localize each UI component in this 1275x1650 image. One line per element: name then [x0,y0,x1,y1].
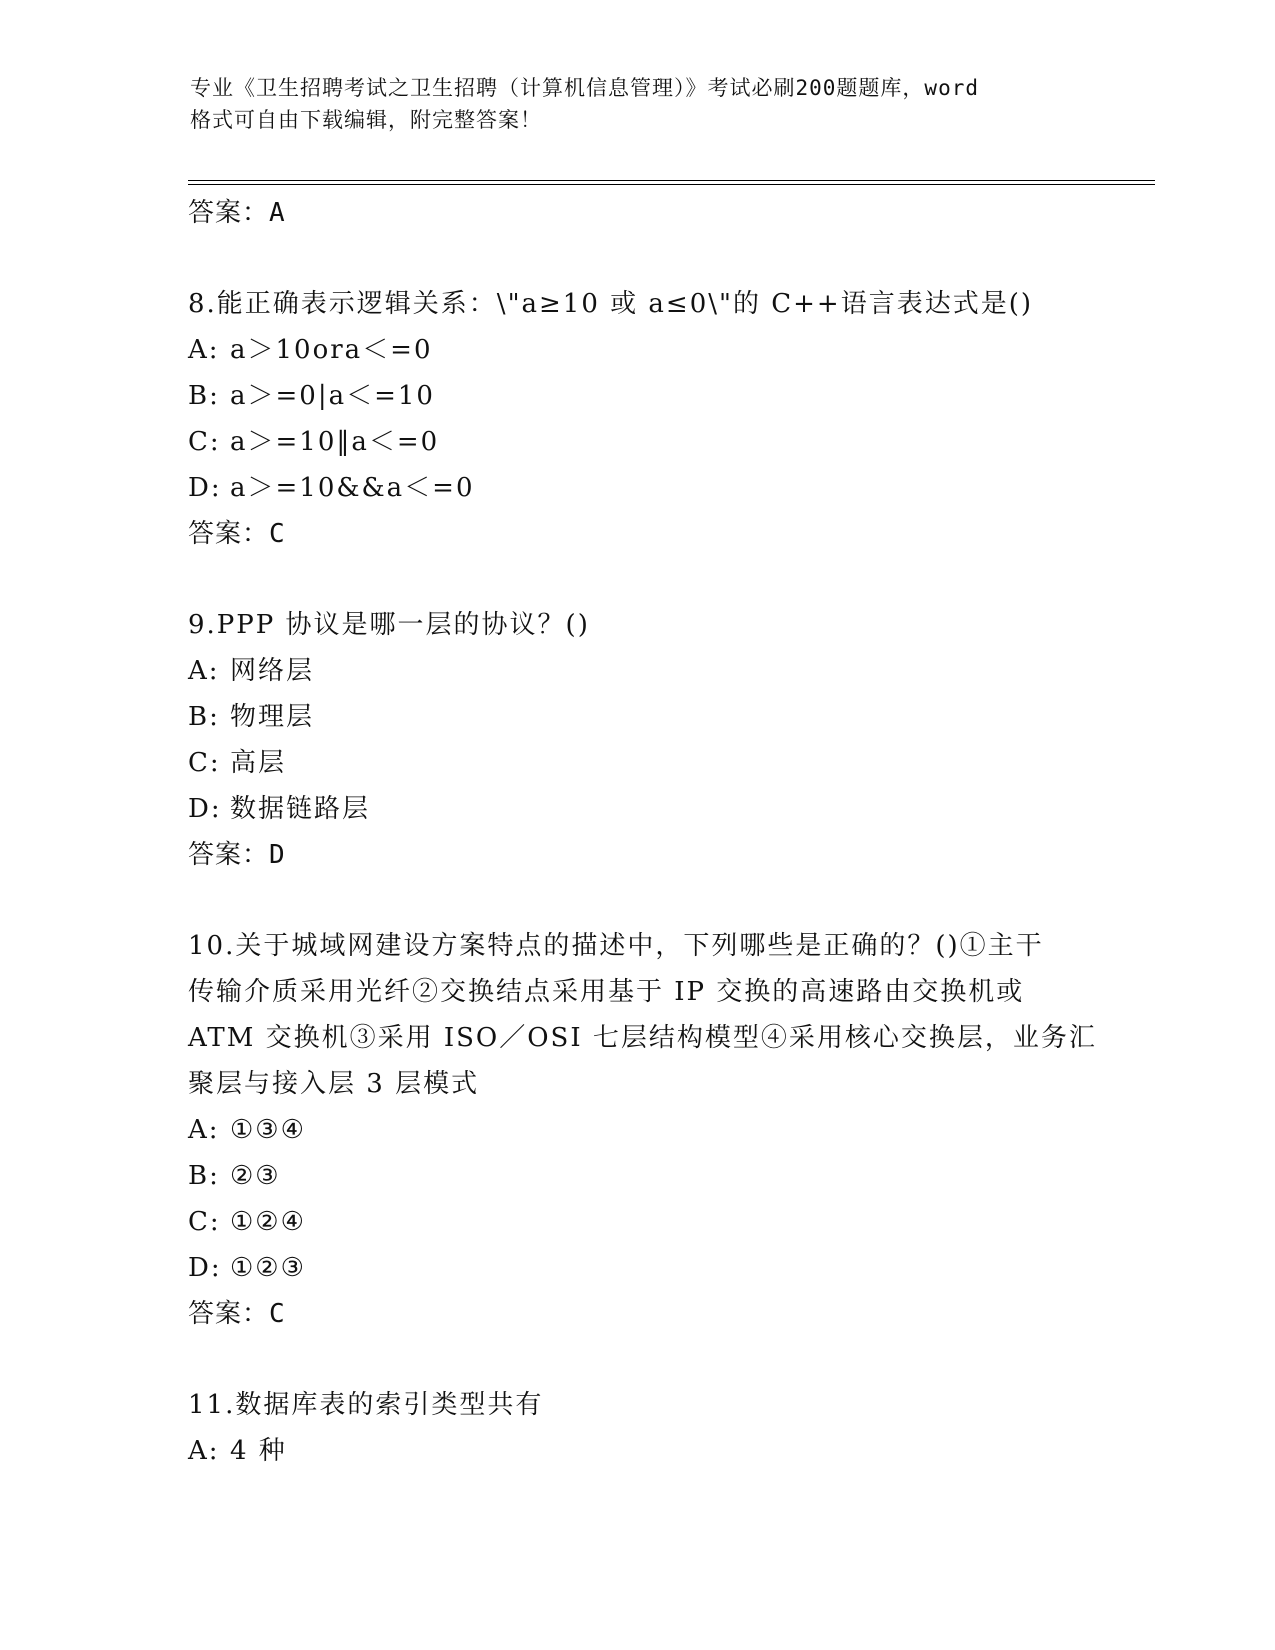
question-block [188,602,1088,878]
header-divider-top [188,180,1155,181]
option-text: 4 种 [230,1436,287,1466]
answer-line: 答案：A [188,198,286,228]
option-key: B: [188,1161,220,1191]
header-line-1: 专业《卫生招聘考试之卫生招聘（计算机信息管理）》考试必刷200题题库，word [190,76,979,100]
spacer [188,236,1088,281]
question-block [188,923,1097,1337]
option-text: a＞=10&&a＜=0 [230,473,475,503]
option-item [188,1428,1088,1474]
question-block [188,281,1088,557]
option-item [188,1153,1088,1199]
option-text: ①②④ [230,1207,306,1237]
answer-line: 答案：C [188,519,286,549]
option-item [188,419,1088,465]
option-text: a＞=0|a＜=10 [230,381,435,411]
document-header [190,72,1090,136]
spacer [188,878,1088,923]
question-text: 11.数据库表的索引类型共有 [188,1390,544,1420]
spacer [188,1337,1088,1382]
option-text: 物理层 [230,702,315,732]
answer-line: 答案：C [188,1299,286,1329]
option-text: 数据链路层 [230,794,371,824]
question-block [188,1382,1088,1474]
option-key: D: [188,794,222,824]
option-item [188,740,1088,786]
option-key: B: [188,381,220,411]
answer-line: 答案：D [188,840,286,870]
option-item [188,786,1088,832]
question-list [188,190,1097,1474]
option-item [188,373,1088,419]
question-text: ATM 交换机③采用 ISO／OSI 七层结构模型④采用核心交换层，业务汇 [188,1023,1097,1053]
option-key: C: [188,748,221,778]
question-text: 9.PPP 协议是哪一层的协议？() [188,610,590,640]
option-key: C: [188,1207,221,1237]
option-text: 网络层 [230,656,315,686]
option-item [188,327,1088,373]
option-item [188,1107,1088,1153]
option-item [188,694,1088,740]
option-item [188,465,1088,511]
option-text: ①③④ [230,1115,306,1145]
option-key: A: [188,656,220,686]
question-text: 8.能正确表示逻辑关系：\"a≥10 或 a≤0\"的 C++语言表达式是() [188,289,1033,319]
option-item [188,1199,1088,1245]
option-text: a＞10ora＜=0 [230,335,433,365]
header-line-2: 格式可自由下载编辑，附完整答案！ [190,108,542,132]
option-text: ①②③ [230,1253,306,1283]
question-text: 聚层与接入层 3 层模式 [188,1069,480,1099]
spacer [188,557,1088,602]
option-key: A: [188,335,220,365]
option-key: A: [188,1115,220,1145]
option-key: B: [188,702,220,732]
question-text: 10.关于城域网建设方案特点的描述中，下列哪些是正确的？()①主干 [188,931,1044,961]
option-key: A: [188,1436,220,1466]
option-text: 高层 [230,748,287,778]
option-key: D: [188,1253,222,1283]
option-text: a＞=10‖a＜=0 [230,427,440,457]
option-key: D: [188,473,222,503]
option-item [188,1245,1088,1291]
option-key: C: [188,427,221,457]
header-divider-bottom [188,184,1155,185]
question-text: 传输介质采用光纤②交换结点采用基于 IP 交换的高速路由交换机或 [188,977,1025,1007]
option-item [188,648,1088,694]
option-text: ②③ [230,1161,281,1191]
